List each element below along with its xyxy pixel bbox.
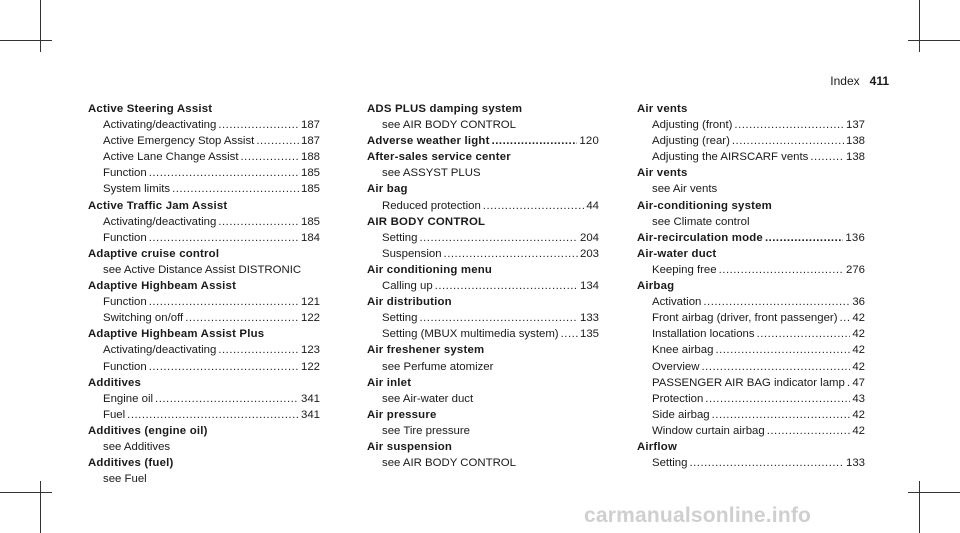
leader-dots (492, 133, 578, 149)
index-heading (367, 149, 599, 165)
entry-page-number[interactable]: 185 (300, 167, 320, 180)
entry-label: Airflow (637, 440, 677, 453)
entry-label: Active Lane Change Assist (103, 151, 239, 164)
entry-page-number[interactable]: 42 (852, 312, 865, 325)
leader-dots (847, 375, 850, 391)
index-subentry (637, 391, 865, 407)
index-heading (367, 181, 599, 197)
index-subentry (637, 423, 865, 439)
entry-label: PASSENGER AIR BAG indicator lamp (652, 376, 845, 389)
entry-page-number[interactable]: 135 (579, 328, 599, 341)
index-subentry (637, 181, 865, 197)
index-heading (367, 133, 599, 149)
index-heading (88, 278, 320, 294)
entry-page-number[interactable]: 138 (845, 135, 865, 148)
entry-page-number[interactable]: 341 (300, 408, 320, 421)
entry-label: Reduced protection (382, 199, 481, 212)
entry-label: see AIR BODY CONTROL (382, 457, 516, 470)
leader-dots (172, 181, 299, 197)
entry-label: Adjusting (front) (652, 119, 733, 132)
index-subentry (637, 262, 865, 278)
entry-label: Air vents (637, 167, 688, 180)
entry-page-number[interactable]: 187 (300, 119, 320, 132)
leader-dots (218, 342, 299, 358)
index-subentry (367, 391, 599, 407)
entry-page-number[interactable]: 42 (852, 360, 865, 373)
leader-dots (149, 230, 299, 246)
entry-label: Additives (engine oil) (88, 424, 208, 437)
leader-dots (218, 214, 299, 230)
entry-label: AIR BODY CONTROL (367, 215, 486, 228)
entry-label: Setting (652, 457, 688, 470)
index-subentry (637, 117, 865, 133)
entry-page-number[interactable]: 123 (300, 344, 320, 357)
leader-dots (703, 294, 850, 310)
index-heading (367, 294, 599, 310)
leader-dots (419, 230, 578, 246)
index-subentry (88, 149, 320, 165)
entry-label: Activating/deactivating (103, 344, 217, 357)
entry-label: see Air vents (652, 183, 718, 196)
index-heading (637, 246, 865, 262)
entry-label: Adjusting the AIRSCARF vents (652, 151, 809, 164)
entry-page-number[interactable]: 138 (845, 151, 865, 164)
index-heading (367, 262, 599, 278)
index-heading (367, 101, 599, 117)
entry-label: see AIR BODY CONTROL (382, 119, 516, 132)
index-heading (637, 230, 865, 246)
index-column-1 (88, 101, 320, 487)
entry-label: Air freshener system (367, 344, 485, 357)
index-heading (637, 101, 865, 117)
index-subentry (88, 391, 320, 407)
entry-label: Active Steering Assist (88, 103, 213, 115)
index-subentry (637, 310, 865, 326)
entry-label: Air-recirculation mode (637, 231, 763, 244)
leader-dots (712, 407, 851, 423)
index-heading (88, 375, 320, 391)
entry-label: Function (103, 167, 147, 180)
index-heading (367, 214, 599, 230)
index-column-2 (367, 101, 599, 471)
leader-dots (765, 230, 843, 246)
entry-page-number[interactable]: 187 (300, 135, 320, 148)
entry-label: Activating/deactivating (103, 119, 217, 132)
index-subentry (88, 294, 320, 310)
entry-label: Additives (fuel) (88, 457, 174, 470)
index-heading (637, 278, 865, 294)
leader-dots (419, 310, 578, 326)
entry-label: Additives (88, 376, 142, 389)
index-subentry (637, 214, 865, 230)
index-subentry (88, 407, 320, 423)
leader-dots (734, 117, 844, 133)
entry-page-number[interactable]: 188 (300, 151, 320, 164)
index-heading (88, 423, 320, 439)
index-subentry (637, 455, 865, 471)
index-subentry (637, 359, 865, 375)
index-subentry (637, 133, 865, 149)
entry-label: Setting (382, 312, 418, 325)
entry-page-number[interactable]: 203 (579, 247, 599, 260)
index-subentry (88, 262, 320, 278)
entry-label: Setting (382, 231, 418, 244)
index-subentry (88, 133, 320, 149)
index-heading (367, 439, 599, 455)
leader-dots (256, 133, 299, 149)
entry-label: see Active Distance Assist DISTRONIC (103, 263, 302, 276)
index-subentry (367, 326, 599, 342)
entry-page-number[interactable]: 36 (852, 296, 865, 309)
entry-label: Installation locations (652, 328, 755, 341)
entry-label: Air-water duct (637, 247, 717, 260)
index-heading (637, 165, 865, 181)
entry-page-number[interactable]: 341 (300, 392, 320, 405)
leader-dots (149, 165, 299, 181)
index-subentry (88, 165, 320, 181)
index-subentry (637, 149, 865, 165)
entry-page-number[interactable]: 134 (579, 280, 599, 293)
leader-dots (483, 198, 585, 214)
index-subentry (88, 310, 320, 326)
crop-mark (40, 0, 41, 52)
entry-page-number[interactable]: 121 (300, 296, 320, 309)
index-heading (637, 198, 865, 214)
page-number: 411 (869, 74, 889, 88)
entry-page-number[interactable]: 133 (845, 457, 865, 470)
entry-page-number[interactable]: 276 (845, 263, 865, 276)
entry-label: Window curtain airbag (652, 424, 765, 437)
index-heading (367, 407, 599, 423)
entry-label: Adaptive Highbeam Assist (88, 280, 237, 293)
entry-label: Air-conditioning system (637, 199, 772, 212)
index-subentry (637, 342, 865, 358)
index-subentry (88, 439, 320, 455)
leader-dots (435, 278, 578, 294)
entry-label: see ASSYST PLUS (382, 167, 481, 180)
index-subentry (637, 407, 865, 423)
index-subentry (367, 278, 599, 294)
index-subentry (88, 471, 320, 487)
index-subentry (88, 117, 320, 133)
crop-mark (919, 481, 920, 533)
index-subentry (88, 181, 320, 197)
entry-label: see Tire pressure (382, 424, 470, 437)
entry-label: Front airbag (driver, front passenger) (652, 312, 838, 325)
entry-label: Engine oil (103, 392, 154, 405)
entry-label: Keeping free (652, 263, 717, 276)
index-subentry (367, 246, 599, 262)
index-subentry (367, 117, 599, 133)
leader-dots (701, 359, 850, 375)
entry-label: Air pressure (367, 408, 437, 421)
entry-label: Overview (652, 360, 700, 373)
entry-label: Activation (652, 296, 702, 309)
entry-label: Function (103, 296, 147, 309)
entry-label: Fuel (103, 408, 126, 421)
section-title: Index (830, 74, 860, 88)
index-heading (88, 246, 320, 262)
index-subentry (88, 342, 320, 358)
entry-page-number[interactable]: 42 (852, 344, 865, 357)
entry-page-number[interactable]: 120 (579, 135, 599, 148)
leader-dots (705, 391, 850, 407)
entry-label: Setting (MBUX multimedia system) (382, 328, 559, 341)
entry-label: Air suspension (367, 440, 453, 453)
index-heading (367, 375, 599, 391)
entry-page-number[interactable]: 137 (845, 119, 865, 132)
index-subentry (637, 375, 865, 391)
leader-dots (767, 423, 851, 439)
entry-page-number[interactable]: 44 (586, 199, 599, 212)
index-subentry (367, 455, 599, 471)
entry-label: Knee airbag (652, 344, 714, 357)
leader-dots (810, 149, 844, 165)
index-heading (88, 326, 320, 342)
index-subentry (367, 165, 599, 181)
entry-label: Function (103, 360, 147, 373)
entry-page-number[interactable]: 42 (852, 408, 865, 421)
index-heading (88, 101, 320, 117)
entry-label: Function (103, 231, 147, 244)
crop-mark (0, 492, 52, 493)
entry-label: see Climate control (652, 215, 750, 228)
entry-label: Air conditioning menu (367, 263, 493, 276)
index-heading (367, 342, 599, 358)
entry-label: Suspension (382, 247, 442, 260)
leader-dots (732, 133, 844, 149)
leader-dots (241, 149, 299, 165)
entry-page-number[interactable]: 47 (852, 376, 865, 389)
entry-label: see Air-water duct (382, 392, 474, 405)
entry-page-number[interactable]: 42 (852, 328, 865, 341)
leader-dots (715, 342, 850, 358)
index-heading (88, 455, 320, 471)
entry-label: Adaptive cruise control (88, 247, 220, 260)
index-subentry (88, 214, 320, 230)
crop-mark (919, 0, 920, 52)
entry-label: Active Traffic Jam Assist (88, 199, 228, 212)
entry-page-number[interactable]: 185 (300, 215, 320, 228)
entry-label: Active Emergency Stop Assist (103, 135, 255, 148)
entry-page-number[interactable]: 43 (852, 392, 865, 405)
crop-mark (908, 40, 960, 41)
entry-label: see Fuel (103, 473, 147, 486)
leader-dots (444, 246, 578, 262)
entry-label: Protection (652, 392, 704, 405)
watermark: carmanualsonline.info (584, 504, 812, 527)
index-subentry (367, 230, 599, 246)
entry-label: Adaptive Highbeam Assist Plus (88, 328, 265, 341)
entry-label: Activating/deactivating (103, 215, 217, 228)
entry-label: Side airbag (652, 408, 710, 421)
entry-page-number[interactable]: 136 (845, 231, 865, 244)
index-subentry (88, 359, 320, 375)
leader-dots (127, 407, 299, 423)
entry-label: System limits (103, 183, 171, 196)
leader-dots (149, 359, 299, 375)
entry-label: Air inlet (367, 376, 412, 389)
entry-page-number[interactable]: 184 (300, 231, 320, 244)
entry-label: Adjusting (rear) (652, 135, 730, 148)
index-heading (637, 439, 865, 455)
index-subentry (367, 198, 599, 214)
crop-mark (0, 40, 52, 41)
entry-label: After-sales service center (367, 151, 511, 164)
leader-dots (689, 455, 844, 471)
entry-label: ADS PLUS damping system (367, 103, 523, 115)
entry-label: see Perfume atomizer (382, 360, 494, 373)
leader-dots (719, 262, 844, 278)
index-subentry (367, 310, 599, 326)
entry-label: Calling up (382, 280, 433, 293)
entry-label: see Additives (103, 440, 171, 453)
index-subentry (88, 230, 320, 246)
entry-label: Airbag (637, 280, 675, 293)
entry-label: Air bag (367, 183, 408, 196)
index-subentry (367, 359, 599, 375)
entry-label: Air vents (637, 103, 688, 115)
entry-label: Air distribution (367, 296, 452, 309)
entry-page-number[interactable]: 133 (579, 312, 599, 325)
leader-dots (185, 310, 299, 326)
index-column-3 (637, 101, 865, 471)
crop-mark (908, 492, 960, 493)
leader-dots (155, 391, 299, 407)
leader-dots (149, 294, 299, 310)
entry-page-number[interactable]: 185 (300, 183, 320, 196)
index-subentry (367, 423, 599, 439)
crop-mark (40, 481, 41, 533)
index-heading (88, 198, 320, 214)
entry-label: Switching on/off (103, 312, 184, 325)
entry-label: Adverse weather light (367, 135, 490, 148)
index-subentry (637, 326, 865, 342)
leader-dots (218, 117, 299, 133)
index-subentry (637, 294, 865, 310)
leader-dots (757, 326, 851, 342)
entry-page-number[interactable]: 122 (300, 312, 320, 325)
page-header (830, 74, 889, 88)
entry-page-number[interactable]: 42 (852, 424, 865, 437)
entry-page-number[interactable]: 122 (300, 360, 320, 373)
leader-dots (561, 326, 578, 342)
leader-dots (840, 310, 851, 326)
entry-page-number[interactable]: 204 (579, 231, 599, 244)
